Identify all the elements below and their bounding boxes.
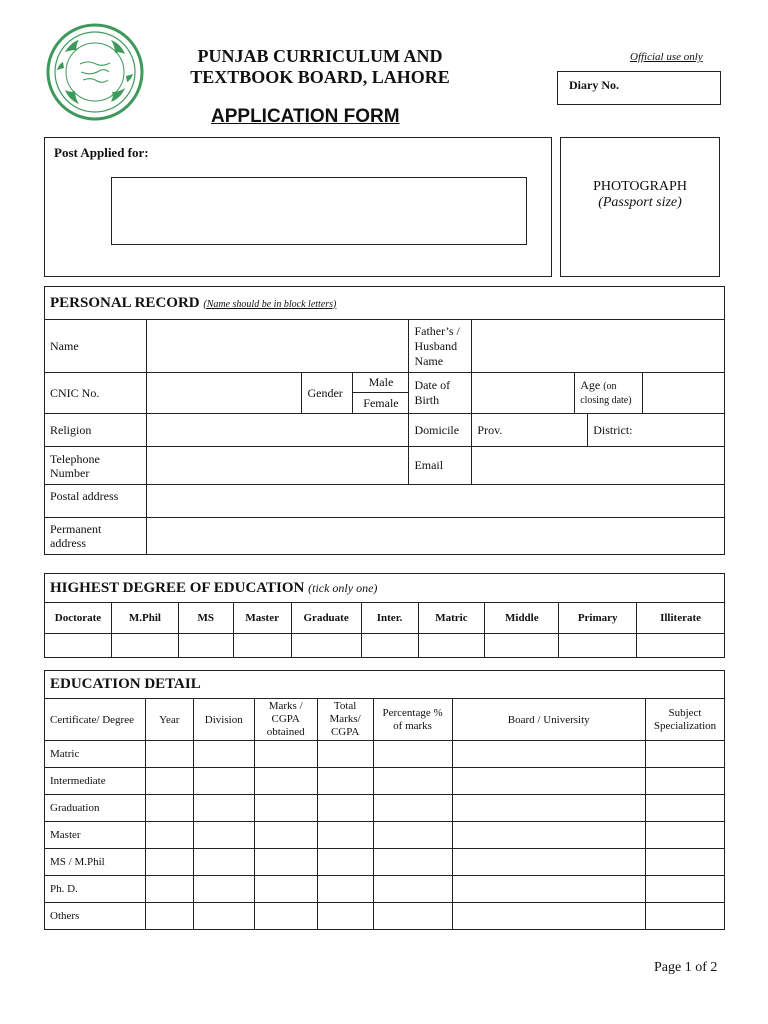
religion-label: Religion bbox=[45, 414, 147, 447]
degree-tick-middle[interactable] bbox=[485, 634, 559, 658]
date-of-birth-field[interactable] bbox=[472, 373, 575, 414]
degree-label-row bbox=[45, 603, 725, 634]
age-field[interactable] bbox=[643, 373, 725, 414]
father-label-line-2: Husband bbox=[414, 338, 458, 353]
cnic-label: CNIC No. bbox=[45, 373, 147, 414]
total-header-line-3: CGPA bbox=[330, 726, 360, 738]
permanent-label-line-2: address bbox=[50, 536, 86, 550]
education-total-field[interactable] bbox=[317, 903, 373, 930]
telephone-label bbox=[45, 447, 147, 485]
education-total-field[interactable] bbox=[317, 876, 373, 903]
degree-option-graduate: Graduate bbox=[291, 603, 361, 634]
father-label-line-3: Name bbox=[414, 353, 444, 368]
education-detail-table bbox=[44, 670, 725, 930]
education-total-field[interactable] bbox=[317, 849, 373, 876]
education-total-field[interactable] bbox=[317, 741, 373, 768]
education-year-field[interactable] bbox=[145, 741, 193, 768]
page-number: Page 1 of 2 bbox=[654, 960, 718, 975]
col-year: Year bbox=[145, 699, 193, 741]
org-line-2: TEXTBOOK BOARD, LAHORE bbox=[190, 67, 450, 87]
col-percentage bbox=[373, 699, 452, 741]
education-marks-field[interactable] bbox=[254, 876, 317, 903]
name-label: Name bbox=[45, 320, 147, 373]
education-subject-field[interactable] bbox=[645, 822, 724, 849]
education-year-field[interactable] bbox=[145, 876, 193, 903]
education-row-label: Others bbox=[45, 903, 146, 930]
education-division-field[interactable] bbox=[193, 795, 254, 822]
education-subject-field[interactable] bbox=[645, 849, 724, 876]
domicile-province-field[interactable] bbox=[472, 414, 588, 447]
col-total-marks bbox=[317, 699, 373, 741]
education-subject-field[interactable] bbox=[645, 768, 724, 795]
percentage-header-line-1: Percentage % bbox=[382, 706, 443, 719]
gender-female-option[interactable]: Female bbox=[353, 393, 409, 414]
degree-option-master: Master bbox=[233, 603, 291, 634]
telephone-field[interactable] bbox=[146, 447, 409, 485]
postal-address-label: Postal address bbox=[45, 485, 147, 518]
post-applied-label: Post Applied for: bbox=[54, 145, 149, 160]
org-line-1: PUNJAB CURRICULUM AND bbox=[197, 46, 443, 66]
percentage-header-line-2: of marks bbox=[393, 719, 432, 732]
education-year-field[interactable] bbox=[145, 768, 193, 795]
subject-header-line-1: Subject bbox=[668, 706, 702, 719]
dob-label-line-2: Birth bbox=[414, 393, 440, 407]
education-row-master bbox=[45, 822, 725, 849]
age-note-line-2: closing date) bbox=[580, 395, 632, 406]
education-row-label: Master bbox=[45, 822, 146, 849]
education-board-field[interactable] bbox=[452, 795, 645, 822]
education-year-field[interactable] bbox=[145, 795, 193, 822]
degree-option-m-phil: M.Phil bbox=[111, 603, 178, 634]
degree-tick-doctorate[interactable] bbox=[45, 634, 112, 658]
education-percentage-field[interactable] bbox=[373, 741, 452, 768]
education-row-label: Intermediate bbox=[45, 768, 146, 795]
province-label: Prov. bbox=[477, 422, 503, 437]
permanent-address-field[interactable] bbox=[146, 518, 724, 555]
education-subject-field[interactable] bbox=[645, 876, 724, 903]
education-percentage-field[interactable] bbox=[373, 822, 452, 849]
marks-header-line-2: CGPA bbox=[271, 713, 300, 725]
education-year-field[interactable] bbox=[145, 822, 193, 849]
personal-record-header bbox=[45, 287, 725, 320]
education-board-field[interactable] bbox=[452, 876, 645, 903]
father-label-line-1: Father’s / bbox=[414, 323, 460, 338]
col-division: Division bbox=[193, 699, 254, 741]
dob-label-line-1: Date of bbox=[414, 378, 451, 392]
degree-tick-primary[interactable] bbox=[559, 634, 637, 658]
photograph-box[interactable] bbox=[560, 137, 720, 277]
father-husband-name-label bbox=[409, 320, 472, 373]
form-title: APPLICATION FORM bbox=[211, 106, 400, 127]
education-row-ms-m-phil bbox=[45, 849, 725, 876]
photograph-label: PHOTOGRAPH bbox=[593, 179, 687, 194]
age-label-text: Age bbox=[580, 378, 601, 392]
education-percentage-field[interactable] bbox=[373, 849, 452, 876]
education-marks-field[interactable] bbox=[254, 741, 317, 768]
subject-header-line-2: Specialization bbox=[653, 719, 717, 732]
education-percentage-field[interactable] bbox=[373, 876, 452, 903]
marks-header-line-1: Marks / bbox=[268, 700, 303, 712]
email-field[interactable] bbox=[472, 447, 725, 485]
education-marks-field[interactable] bbox=[254, 795, 317, 822]
education-total-field[interactable] bbox=[317, 822, 373, 849]
permanent-label-line-1: Permanent bbox=[50, 522, 102, 536]
education-marks-field[interactable] bbox=[254, 768, 317, 795]
education-row-others bbox=[45, 903, 725, 930]
col-marks-obtained bbox=[254, 699, 317, 741]
email-label: Email bbox=[409, 447, 472, 485]
personal-record-note: (Name should be in block letters) bbox=[203, 298, 337, 310]
education-board-field[interactable] bbox=[452, 768, 645, 795]
education-row-label: Matric bbox=[45, 741, 146, 768]
post-applied-section bbox=[44, 137, 552, 277]
age-note-line-1: (on bbox=[603, 381, 617, 392]
degree-option-middle: Middle bbox=[485, 603, 559, 634]
degree-option-ms: MS bbox=[178, 603, 233, 634]
col-board-university: Board / University bbox=[452, 699, 645, 741]
education-year-field[interactable] bbox=[145, 849, 193, 876]
marks-header-line-3: obtained bbox=[266, 726, 305, 738]
education-row-intermediate bbox=[45, 768, 725, 795]
education-year-field[interactable] bbox=[145, 903, 193, 930]
domicile-label: Domicile bbox=[409, 414, 472, 447]
post-applied-input[interactable] bbox=[111, 177, 527, 245]
degree-option-inter: Inter. bbox=[361, 603, 418, 634]
diary-number-label: Diary No. bbox=[569, 78, 619, 92]
highest-degree-header bbox=[45, 574, 725, 603]
education-rows bbox=[45, 741, 725, 930]
age-label bbox=[575, 373, 643, 414]
education-row-label: Graduation bbox=[45, 795, 146, 822]
degree-option-doctorate: Doctorate bbox=[45, 603, 112, 634]
education-subject-field[interactable] bbox=[645, 903, 724, 930]
col-certificate-degree: Certificate/ Degree bbox=[45, 699, 146, 741]
religion-field[interactable] bbox=[146, 414, 409, 447]
degree-tick-row bbox=[45, 634, 725, 658]
highest-degree-table bbox=[44, 573, 725, 658]
education-total-field[interactable] bbox=[317, 795, 373, 822]
education-board-field[interactable] bbox=[452, 849, 645, 876]
education-marks-field[interactable] bbox=[254, 903, 317, 930]
education-division-field[interactable] bbox=[193, 768, 254, 795]
father-husband-name-field[interactable] bbox=[472, 320, 725, 373]
diary-number-box[interactable] bbox=[557, 71, 721, 105]
degree-tick-graduate[interactable] bbox=[291, 634, 361, 658]
education-percentage-field[interactable] bbox=[373, 903, 452, 930]
degree-option-primary: Primary bbox=[559, 603, 637, 634]
education-division-field[interactable] bbox=[193, 822, 254, 849]
degree-option-illiterate: Illiterate bbox=[637, 603, 725, 634]
permanent-address-label bbox=[45, 518, 147, 555]
degree-tick-inter[interactable] bbox=[361, 634, 418, 658]
telephone-label-line-2: Number bbox=[50, 465, 90, 480]
date-of-birth-label bbox=[409, 373, 472, 414]
education-total-field[interactable] bbox=[317, 768, 373, 795]
education-board-field[interactable] bbox=[452, 903, 645, 930]
district-label: District: bbox=[593, 422, 633, 437]
education-row-label: MS / M.Phil bbox=[45, 849, 146, 876]
degree-tick-ms[interactable] bbox=[178, 634, 233, 658]
highest-degree-note: (tick only one) bbox=[308, 580, 378, 595]
degree-tick-master[interactable] bbox=[233, 634, 291, 658]
education-row-graduation bbox=[45, 795, 725, 822]
total-header-line-2: Marks/ bbox=[329, 713, 361, 725]
degree-option-matric: Matric bbox=[418, 603, 485, 634]
gender-label: Gender bbox=[302, 373, 353, 414]
education-row-label: Ph. D. bbox=[45, 876, 146, 903]
education-board-field[interactable] bbox=[452, 741, 645, 768]
highest-degree-title: HIGHEST DEGREE OF EDUCATION bbox=[50, 579, 305, 596]
education-division-field[interactable] bbox=[193, 849, 254, 876]
board-logo-seal bbox=[45, 22, 145, 122]
photograph-size-note: (Passport size) bbox=[598, 195, 682, 210]
education-detail-title: EDUCATION DETAIL bbox=[50, 676, 201, 692]
education-row-ph-d bbox=[45, 876, 725, 903]
personal-record-title: PERSONAL RECORD bbox=[50, 294, 200, 311]
education-percentage-field[interactable] bbox=[373, 768, 452, 795]
cnic-field[interactable] bbox=[146, 373, 302, 414]
education-subject-field[interactable] bbox=[645, 741, 724, 768]
education-detail-header bbox=[45, 671, 725, 699]
education-board-field[interactable] bbox=[452, 822, 645, 849]
education-marks-field[interactable] bbox=[254, 849, 317, 876]
personal-record-table bbox=[44, 286, 725, 555]
education-division-field[interactable] bbox=[193, 741, 254, 768]
degree-tick-illiterate[interactable] bbox=[637, 634, 725, 658]
education-row-matric bbox=[45, 741, 725, 768]
education-division-field[interactable] bbox=[193, 876, 254, 903]
telephone-label-line-1: Telephone bbox=[50, 451, 100, 466]
education-subject-field[interactable] bbox=[645, 795, 724, 822]
postal-address-field[interactable] bbox=[146, 485, 724, 518]
degree-tick-m-phil[interactable] bbox=[111, 634, 178, 658]
col-subject-specialization bbox=[645, 699, 724, 741]
education-division-field[interactable] bbox=[193, 903, 254, 930]
organization-name bbox=[160, 46, 480, 88]
education-marks-field[interactable] bbox=[254, 822, 317, 849]
name-field[interactable] bbox=[146, 320, 409, 373]
gender-male-option[interactable]: Male bbox=[353, 373, 409, 393]
degree-tick-matric[interactable] bbox=[418, 634, 485, 658]
official-use-note: Official use only bbox=[630, 51, 703, 63]
total-header-line-1: Total bbox=[333, 700, 357, 712]
domicile-district-field[interactable] bbox=[588, 414, 725, 447]
education-percentage-field[interactable] bbox=[373, 795, 452, 822]
